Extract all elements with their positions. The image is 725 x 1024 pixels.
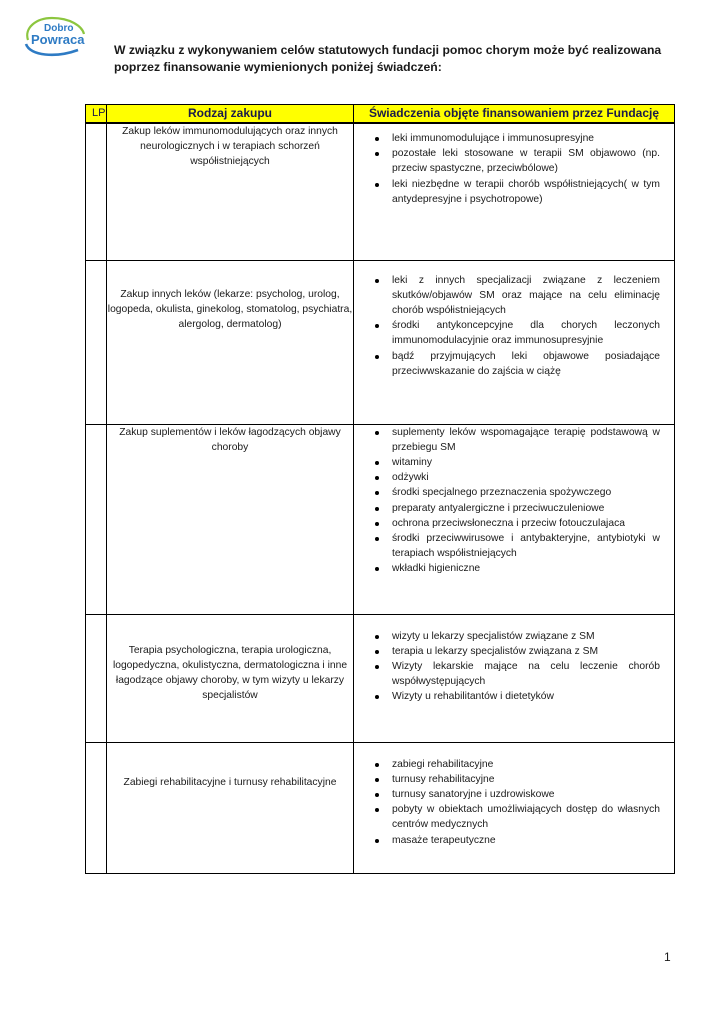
purchase-type-text: Zakup suplementów i leków łagodzących objawy choroby bbox=[119, 426, 341, 453]
table-header-row bbox=[86, 105, 675, 124]
benefits-cell bbox=[354, 123, 675, 260]
table-row bbox=[86, 260, 675, 424]
list-item: turnusy rehabilitacyjne bbox=[372, 772, 660, 787]
purchase-type-cell bbox=[107, 424, 354, 614]
list-item: bądź przyjmujących leki objawowe posiadające przeciwwskazanie do zajścia w ciążę bbox=[372, 349, 660, 379]
purchase-type-cell bbox=[107, 614, 354, 742]
lp-cell bbox=[86, 123, 107, 260]
list-item: witaminy bbox=[372, 455, 660, 470]
purchase-type-cell bbox=[107, 742, 354, 873]
list-item: Wizyty u rehabilitantów i dietetyków bbox=[372, 689, 660, 704]
list-item: środki specjalnego przeznaczenia spożywczego bbox=[372, 485, 660, 500]
benefits-list bbox=[354, 124, 674, 207]
page-number: 1 bbox=[664, 950, 671, 964]
list-item: ochrona przeciwsłoneczna i przeciw fotouczulajaca bbox=[372, 516, 660, 531]
header-list: Świadczenia objęte finansowaniem przez Fundację bbox=[354, 105, 675, 124]
benefits-list bbox=[354, 261, 674, 379]
list-item: pobyty w obiektach umożliwiających dostęp do własnych centrów medycznych bbox=[372, 802, 660, 832]
list-item: środki przeciwwirusowe i antybakteryjne, antybiotyki w terapiach współistniejących bbox=[372, 531, 660, 561]
purchase-type-text: Zabiegi rehabilitacyjne i turnusy rehabilitacyjne bbox=[123, 776, 337, 788]
list-item: wkładki higieniczne bbox=[372, 561, 660, 576]
logo-text-top: Dobro bbox=[44, 23, 74, 34]
benefits-cell bbox=[354, 742, 675, 873]
intro-text: W związku z wykonywaniem celów statutowych fundacji pomoc chorym może być realizowana poprzez finansowanie wymienionych poniżej świadczeń: bbox=[114, 43, 662, 74]
table-row bbox=[86, 742, 675, 873]
list-item: leki niezbędne w terapii chorób współistniejących( w tym antydepresyjne i psychotropowe) bbox=[372, 177, 660, 207]
list-item: odżywki bbox=[372, 470, 660, 485]
purchase-type-text: Zakup innych leków (lekarze: psycholog, urolog, logopeda, okulista, ginekolog, stomatolog, psychiatra, alergolog, dermatolog) bbox=[107, 288, 353, 330]
purchase-type-cell bbox=[107, 260, 354, 424]
list-item: leki z innych specjalizacji związane z leczeniem skutków/objawów SM oraz mające na celu eliminację chorób współistniejących bbox=[372, 273, 660, 319]
list-item: pozostałe leki stosowane w terapii SM objawowo (np. przeciw spastyczne, przeciwbólowe) bbox=[372, 146, 660, 176]
list-item: preparaty antyalergiczne i przeciwuczuleniowe bbox=[372, 501, 660, 516]
benefits-list bbox=[354, 615, 674, 705]
list-item: suplementy leków wspomagające terapię podstawową w przebiegu SM bbox=[372, 425, 660, 455]
lp-cell bbox=[86, 742, 107, 873]
purchase-type-text: Zakup leków immunomodulujących oraz innych neurologicznych i w terapiach schorzeń współistniejących bbox=[122, 126, 338, 168]
table-row bbox=[86, 424, 675, 614]
purchase-type-text: Terapia psychologiczna, terapia urologiczna, logopedyczna, okulistyczna, dermatologiczna i inne łagodzące objawy choroby, w tym wizyty u lekarzy specjalistów bbox=[112, 644, 348, 702]
benefits-cell bbox=[354, 260, 675, 424]
list-item: wizyty u lekarzy specjalistów związane z SM bbox=[372, 629, 660, 644]
foundation-logo bbox=[22, 14, 88, 58]
table-row bbox=[86, 123, 675, 260]
list-item: Wizyty lekarskie mające na celu leczenie chorób współwystępujących bbox=[372, 659, 660, 689]
list-item: turnusy sanatoryjne i uzdrowiskowe bbox=[372, 787, 660, 802]
list-item: leki immunomodulujące i immunosupresyjne bbox=[372, 131, 660, 146]
benefits-table bbox=[85, 104, 675, 874]
table-row bbox=[86, 614, 675, 742]
list-item: terapia u lekarzy specjalistów związana z SM bbox=[372, 644, 660, 659]
lp-cell bbox=[86, 260, 107, 424]
lp-cell bbox=[86, 614, 107, 742]
benefits-list bbox=[354, 425, 674, 577]
header-lp: LP bbox=[86, 105, 107, 124]
benefits-cell bbox=[354, 424, 675, 614]
lp-cell bbox=[86, 424, 107, 614]
list-item: zabiegi rehabilitacyjne bbox=[372, 757, 660, 772]
logo-text-bottom: Powraca bbox=[31, 32, 85, 47]
list-item: środki antykoncepcyjne dla chorych leczonych immunomodulacyjnie oraz immunosupresyjnie bbox=[372, 318, 660, 348]
purchase-type-cell bbox=[107, 123, 354, 260]
benefits-cell bbox=[354, 614, 675, 742]
header-name: Rodzaj zakupu bbox=[107, 105, 354, 124]
benefits-list bbox=[354, 743, 674, 848]
list-item: masaże terapeutyczne bbox=[372, 833, 660, 848]
